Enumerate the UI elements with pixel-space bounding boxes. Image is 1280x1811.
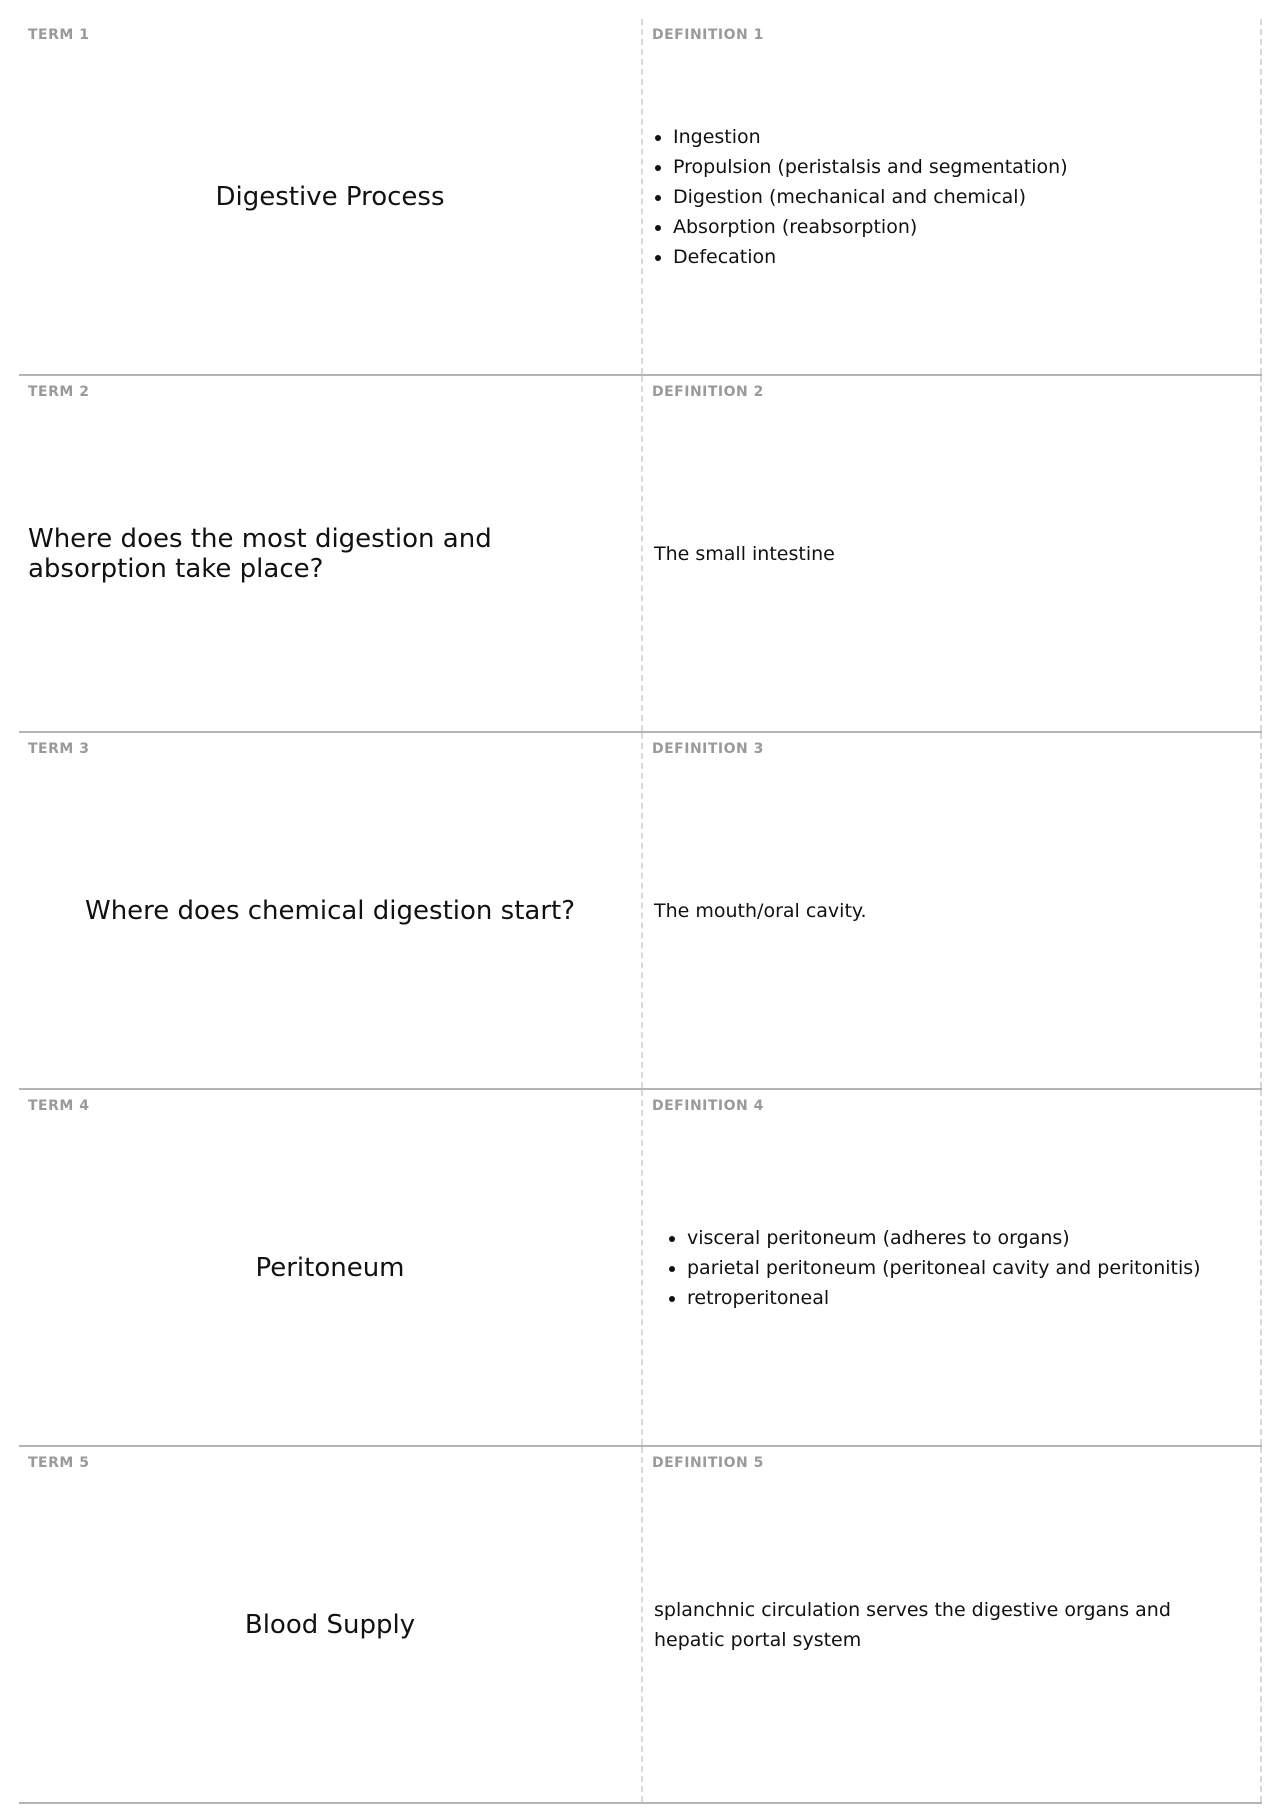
term-cell bbox=[19, 733, 643, 1088]
definition-label: DEFINITION 1 bbox=[652, 27, 764, 43]
term-cell bbox=[19, 376, 643, 731]
term-text bbox=[28, 1447, 632, 1802]
term-cell bbox=[19, 1090, 643, 1445]
term-text-content: Digestive Process bbox=[215, 181, 445, 212]
definition-label: DEFINITION 3 bbox=[652, 741, 764, 757]
definition-list-item: • visceral peritoneum (adheres to organs) bbox=[687, 1223, 1201, 1253]
term-text bbox=[28, 733, 632, 1088]
term-text bbox=[28, 19, 632, 374]
definition-list-item: • Absorption (reabsorption) bbox=[673, 212, 1068, 242]
term-label: TERM 3 bbox=[28, 741, 90, 757]
definition-list-item: • retroperitoneal bbox=[687, 1283, 1201, 1313]
flashcard-row bbox=[19, 1090, 1262, 1447]
definition-text: splanchnic circulation serves the digestive organs and hepatic portal system bbox=[654, 1598, 1171, 1651]
definition-label: DEFINITION 2 bbox=[652, 384, 764, 400]
definition-body bbox=[654, 733, 1249, 1088]
flashcard-row bbox=[19, 376, 1262, 733]
term-text-content: Where does chemical digestion start? bbox=[84, 895, 575, 926]
definition-cell bbox=[643, 1090, 1262, 1445]
flashcard-sheet bbox=[19, 19, 1262, 1804]
term-label: TERM 5 bbox=[28, 1455, 90, 1471]
term-text bbox=[28, 1090, 632, 1445]
term-text-content: Where does the most digestion and absorption take place? bbox=[28, 523, 492, 584]
term-label: TERM 2 bbox=[28, 384, 90, 400]
definition-cell bbox=[643, 1447, 1262, 1802]
definition-body bbox=[654, 376, 1249, 731]
term-cell bbox=[19, 1447, 643, 1802]
flashcard-row bbox=[19, 19, 1262, 376]
flashcard-row bbox=[19, 733, 1262, 1090]
term-text-content: Blood Supply bbox=[244, 1609, 416, 1640]
definition-cell bbox=[643, 376, 1262, 731]
definition-text: The small intestine bbox=[654, 542, 835, 565]
term-label: TERM 1 bbox=[28, 27, 90, 43]
definition-list-item: • Propulsion (peristalsis and segmentation) bbox=[673, 152, 1068, 182]
definition-text: The mouth/oral cavity. bbox=[654, 899, 867, 922]
definition-list bbox=[654, 122, 1068, 272]
definition-cell bbox=[643, 733, 1262, 1088]
definition-list-item: • Defecation bbox=[673, 242, 1068, 272]
term-cell bbox=[19, 19, 643, 374]
definition-list-item: • Ingestion bbox=[673, 122, 1068, 152]
definition-body bbox=[654, 1447, 1249, 1802]
definition-list-item: • Digestion (mechanical and chemical) bbox=[673, 182, 1068, 212]
definition-body bbox=[654, 1090, 1249, 1445]
definition-label: DEFINITION 5 bbox=[652, 1455, 764, 1471]
definition-body bbox=[654, 19, 1249, 374]
flashcard-row bbox=[19, 1447, 1262, 1804]
term-text bbox=[28, 376, 632, 731]
definition-label: DEFINITION 4 bbox=[652, 1098, 764, 1114]
term-text-content: Peritoneum bbox=[255, 1252, 405, 1283]
definition-cell bbox=[643, 19, 1262, 374]
definition-list-item: • parietal peritoneum (peritoneal cavity and peritonitis) bbox=[687, 1253, 1201, 1283]
term-label: TERM 4 bbox=[28, 1098, 90, 1114]
definition-list bbox=[654, 1223, 1201, 1313]
